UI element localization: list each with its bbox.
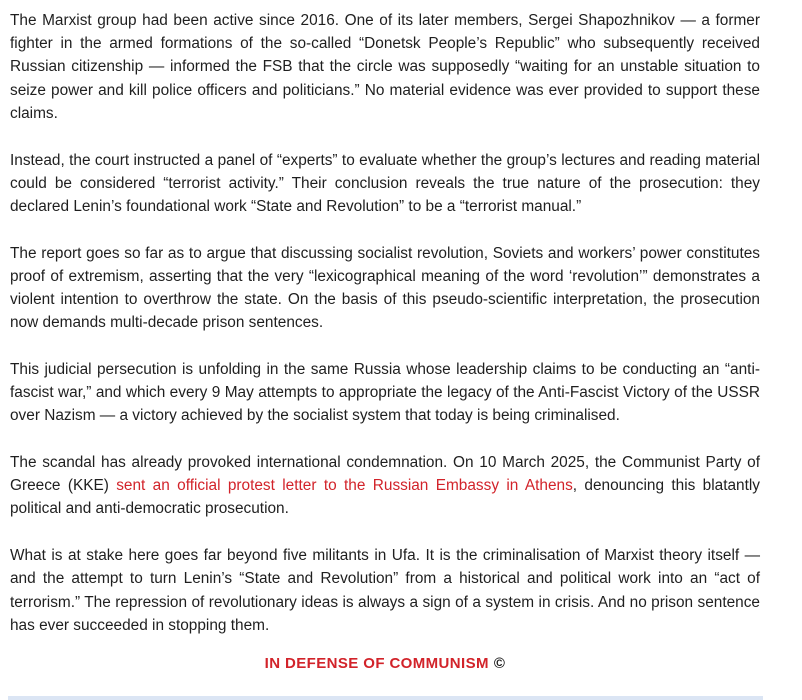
- paragraph-5-text-before: The scandal has already provoked international condemnation. On 10 March 2025, the Communist Party of Greece (KKE): [10, 454, 760, 495]
- paragraph-5: [10, 451, 760, 521]
- paragraph-4: This judicial persecution is unfolding in the same Russia whose leadership claims to be conducting an “anti-fascist war,” and which every 9 May attempts to appropriate the legacy of the Anti-Fascist Victory of the USSR over Nazism — a victory achieved by the socialist system that today is being criminalised.: [10, 360, 760, 425]
- signature: [10, 654, 760, 674]
- article-body: [10, 9, 760, 660]
- paragraph-5-text-after: , denouncing this blatantly political and anti-democratic prosecution.: [10, 477, 760, 518]
- paragraph-3: The report goes so far as to argue that discussing socialist revolution, Soviets and workers’ power constitutes proof of extremism, asserting that the very “lexicographical meaning of the word ‘revolution’” demonstrates a violent intention to overthrow the state. On the basis of this pseudo-scientific interpretation, the prosecution now demands multi-decade prison sentences.: [10, 244, 760, 332]
- paragraph-2: Instead, the court instructed a panel of “experts” to evaluate whether the group’s lectures and reading material could be considered “terrorist activity.” Their conclusion reveals the true nature of the prosecution: they declared Lenin’s foundational work “State and Revolution” to be a “terrorist manual.”: [10, 151, 760, 215]
- copyright-symbol: ©: [493, 655, 506, 672]
- paragraph-6: What is at stake here goes far beyond five militants in Ufa. It is the criminalisation of Marxist theory itself — and the attempt to turn Lenin’s “State and Revolution” from a historical and political work into an “act of terrorism.” The repression of revolutionary ideas is always a sign of a system in crisis. And no prison sentence has ever succeeded in stopping them.: [10, 547, 760, 634]
- signature-text: IN DEFENSE OF COMMUNISM: [264, 655, 489, 672]
- paragraph-1: The Marxist group had been active since 2016. One of its later members, Sergei Shapozhnikov — a former fighter in the armed formations of the so-called “Donetsk People’s Republic” who subsequently received Russian citizenship — informed the FSB that the circle was supposedly “waiting for an unstable situation to seize power and kill police officers and politicians.” No material evidence was ever provided to support these claims.: [10, 12, 760, 122]
- bottom-bar: [8, 696, 763, 700]
- protest-letter-link[interactable]: sent an official protest letter to the Russian Embassy in Athens: [116, 477, 573, 495]
